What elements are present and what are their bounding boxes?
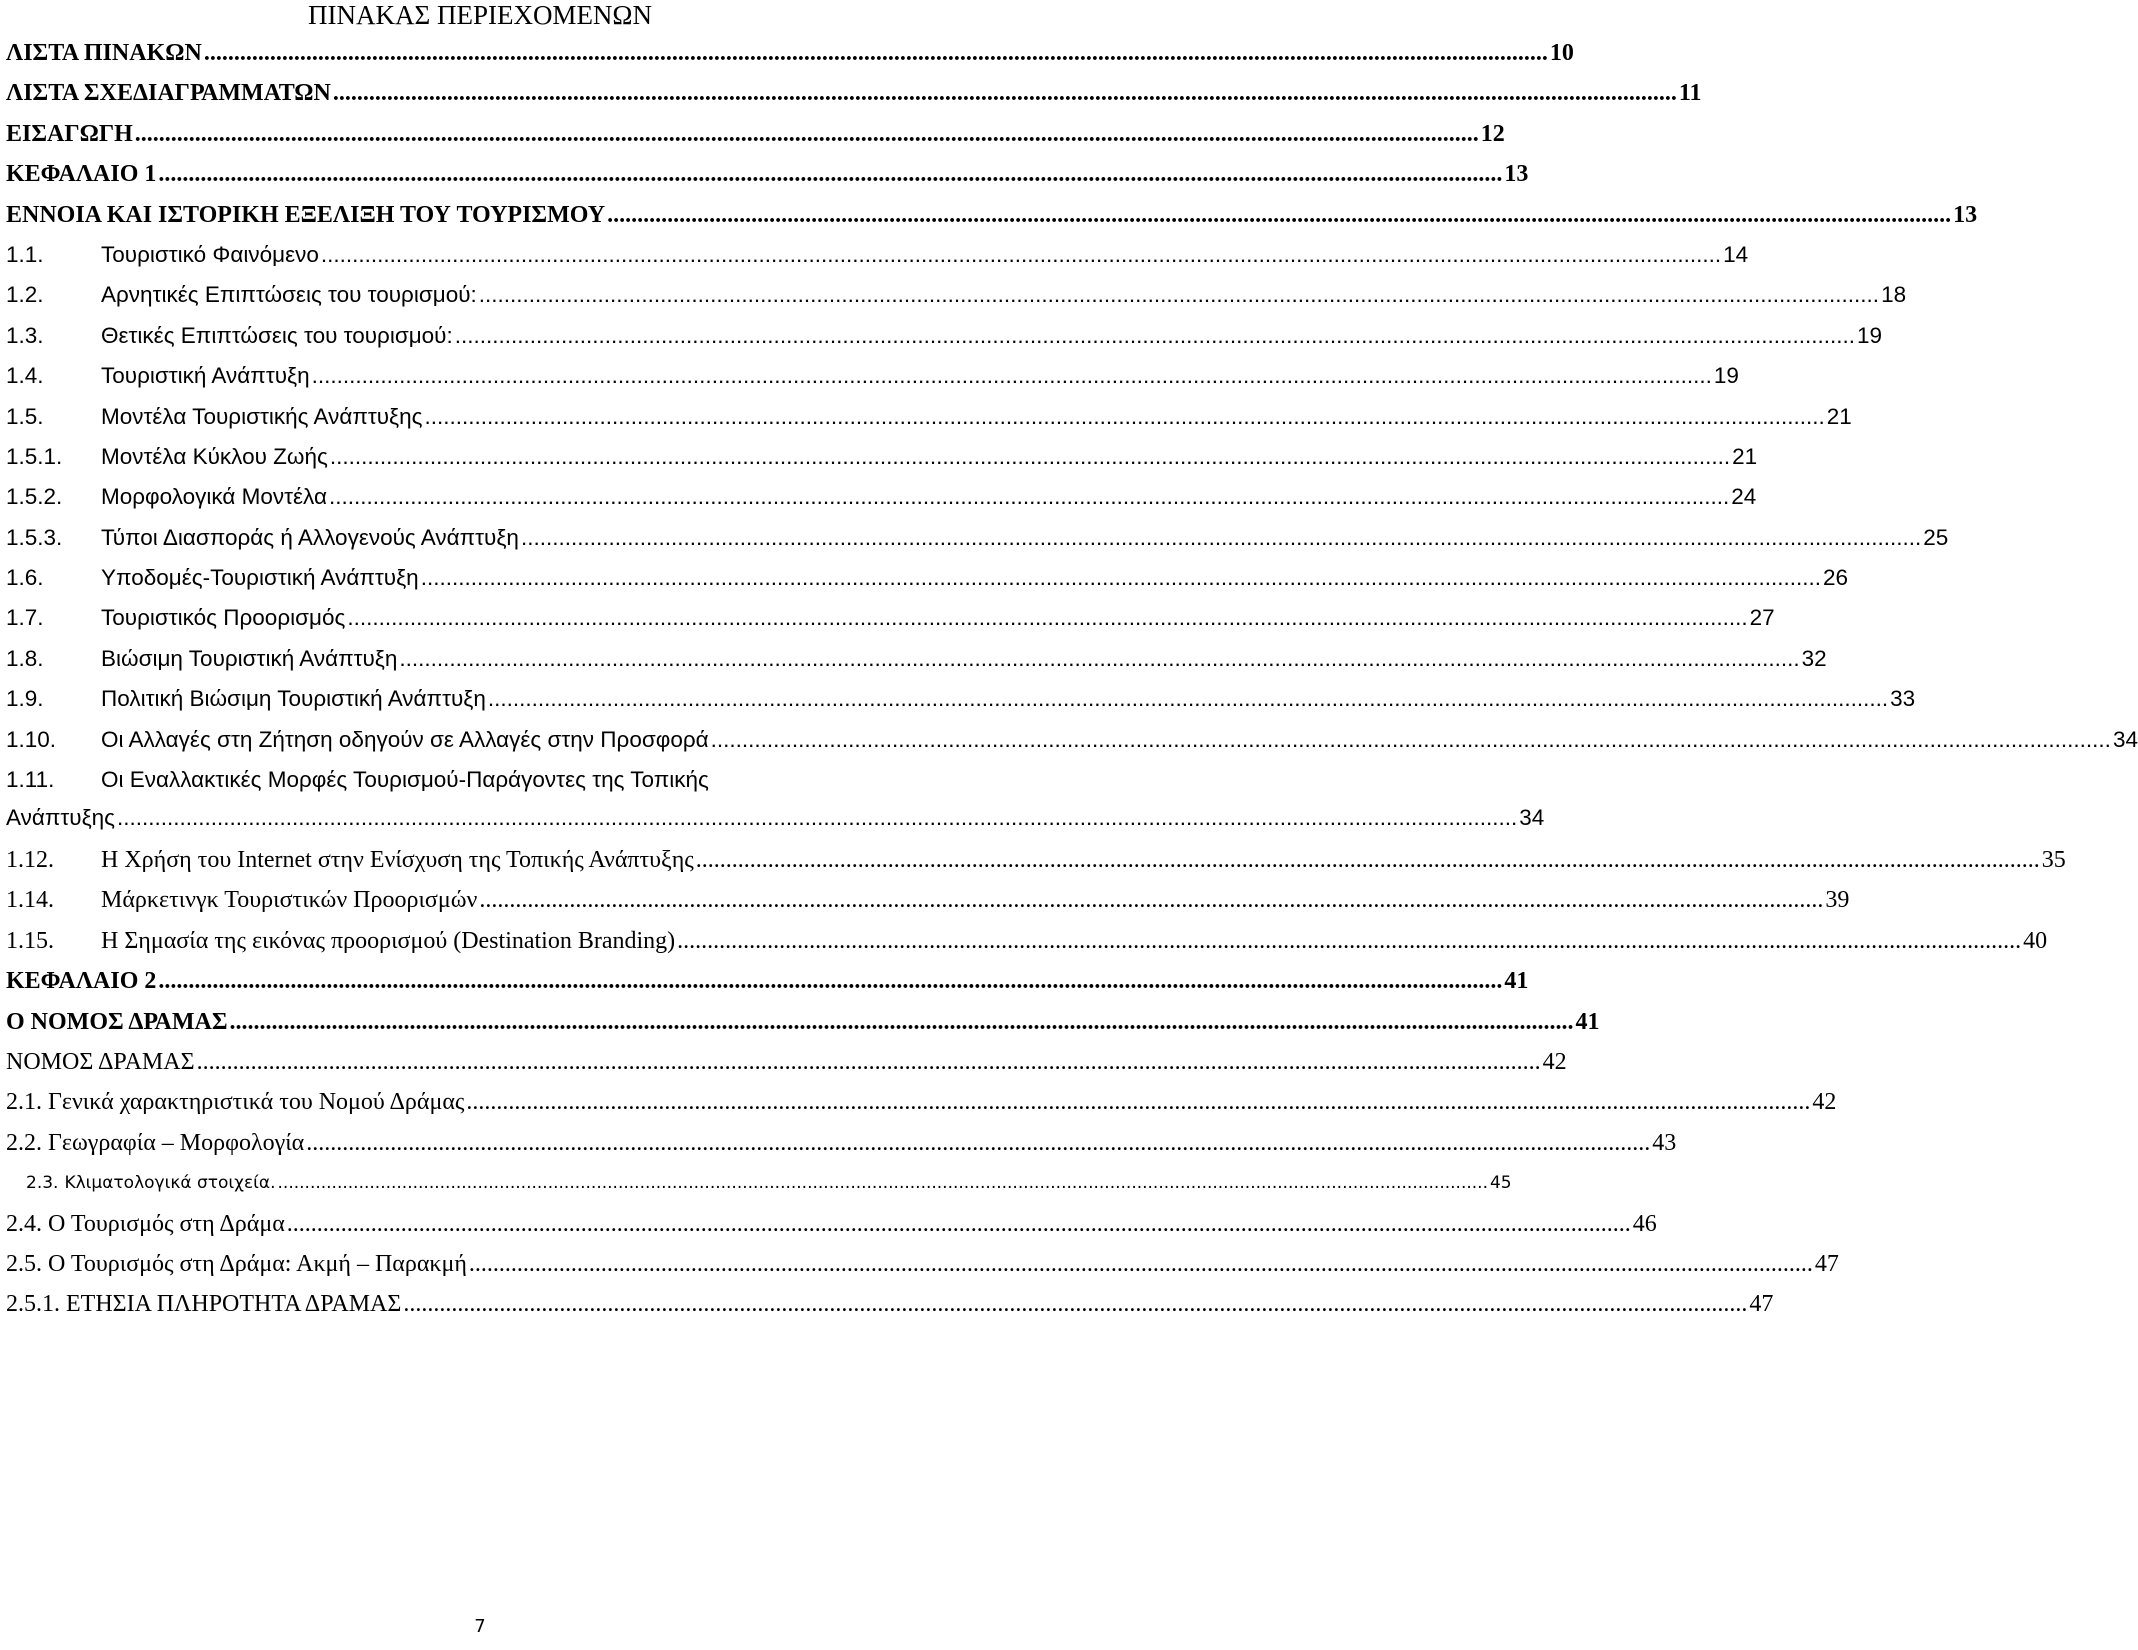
toc-entry-number: 1.6. bbox=[6, 565, 44, 591]
toc-entry-number: 1.11. bbox=[6, 767, 55, 793]
toc-entry-page: 41 bbox=[1504, 968, 1529, 995]
toc-entry[interactable] bbox=[6, 359, 1739, 399]
toc-entry[interactable] bbox=[6, 76, 1702, 116]
dot-leader bbox=[455, 323, 1855, 349]
toc-entry-page: 32 bbox=[1801, 645, 1827, 671]
dot-leader bbox=[312, 363, 1712, 389]
dot-leader bbox=[306, 1130, 1650, 1156]
toc-entry-title: ΕΙΣΑΓΩΓΗ bbox=[6, 120, 133, 147]
dot-leader bbox=[330, 444, 1730, 470]
toc-entry-page: 24 bbox=[1731, 484, 1757, 510]
toc-entry-title: ΝΟΜΟΣ ΔΡΑΜΑΣ bbox=[6, 1048, 195, 1075]
toc-entry-title: Η Σημασία της εικόνας προορισμού (Destination Branding) bbox=[101, 927, 676, 954]
toc-entry[interactable] bbox=[6, 1085, 1837, 1125]
toc-entry[interactable] bbox=[6, 1166, 1512, 1206]
toc-entry-number: 2.5.1. bbox=[6, 1291, 60, 1318]
toc-entry-number: 1.10. bbox=[6, 726, 57, 752]
toc-entry[interactable] bbox=[6, 1247, 1839, 1287]
toc-entry-title: Τουριστικό Φαινόμενο bbox=[101, 241, 319, 267]
dot-leader bbox=[158, 161, 1502, 187]
toc-entry-page: 19 bbox=[1713, 363, 1739, 389]
toc-entry[interactable] bbox=[6, 723, 2138, 763]
toc-entry-page: 41 bbox=[1575, 1008, 1600, 1035]
toc-entry[interactable] bbox=[6, 682, 1916, 722]
toc-entry[interactable] bbox=[6, 642, 1827, 682]
toc-entry[interactable] bbox=[6, 1005, 1600, 1045]
toc-entry-page: 35 bbox=[2041, 847, 2066, 874]
toc-entry-page: 33 bbox=[1890, 686, 1916, 712]
toc-entry-title: Πολιτική Βιώσιμη Τουριστική Ανάπτυξη bbox=[101, 686, 486, 712]
toc-entry[interactable] bbox=[6, 1045, 1567, 1085]
toc-entry-page: 10 bbox=[1549, 40, 1574, 66]
toc-entry[interactable] bbox=[6, 521, 1949, 561]
toc-entry[interactable] bbox=[6, 843, 2066, 883]
toc-entry-title: ΕΝΝΟΙΑ ΚΑΙ ΙΣΤΟΡΙΚΗ ΕΞΕΛΙΞΗ ΤΟΥ ΤΟΥΡΙΣΜΟΥ bbox=[6, 201, 606, 228]
toc-entry-page: 14 bbox=[1723, 241, 1749, 267]
toc-entry[interactable] bbox=[6, 883, 1850, 923]
toc-entry-page: 40 bbox=[2023, 927, 2048, 954]
toc-entry-page: 12 bbox=[1480, 120, 1505, 147]
toc-entry-page: 39 bbox=[1825, 887, 1850, 914]
toc-entry-title: Οι Αλλαγές στη Ζήτηση οδηγούν σε Αλλαγές στην Προσφορά bbox=[101, 726, 709, 752]
toc-entry-title: ΕΤΗΣΙΑ ΠΛΗΡΟΤΗΤΑ ΔΡΑΜΑΣ bbox=[66, 1291, 402, 1318]
toc-entry-title: Τύποι Διασποράς ή Αλλογενούς Ανάπτυξη bbox=[101, 524, 519, 550]
dot-leader bbox=[469, 1251, 1813, 1277]
toc-entry-title: Βιώσιμη Τουριστική Ανάπτυξη bbox=[101, 645, 398, 671]
toc-entry[interactable] bbox=[6, 1126, 1677, 1166]
toc-entry[interactable] bbox=[6, 36, 1574, 76]
toc-entry-number: 1.9. bbox=[6, 686, 44, 712]
toc-entry-title: Ο Τουρισμός στη Δράμα: Ακμή – Παρακμή bbox=[48, 1250, 467, 1277]
toc-entry-title: Γεωγραφία – Μορφολογία bbox=[48, 1129, 305, 1156]
toc-entry-page: 13 bbox=[1953, 201, 1978, 228]
toc-entry-number: 2.3. bbox=[26, 1173, 59, 1194]
dot-leader bbox=[466, 1089, 1810, 1115]
toc-entry-title: Ο ΝΟΜΟΣ ΔΡΑΜΑΣ bbox=[6, 1008, 228, 1035]
toc-entry[interactable] bbox=[6, 278, 1907, 318]
toc-entry-page: 26 bbox=[1822, 565, 1849, 591]
toc-entry-title: ΛΙΣΤΑ ΣΧΕΔΙΑΓΡΑΜΜΑΤΩΝ bbox=[6, 80, 331, 107]
toc-entry[interactable] bbox=[6, 480, 1757, 520]
toc-entry-number: 1.5.2. bbox=[6, 484, 63, 510]
toc-entry[interactable] bbox=[6, 198, 1978, 238]
dot-leader bbox=[711, 727, 2111, 753]
toc-entry[interactable] bbox=[6, 601, 1775, 641]
toc-entry-title: Υποδομές-Τουριστική Ανάπτυξη bbox=[101, 565, 419, 591]
toc-entry[interactable] bbox=[6, 561, 1849, 601]
toc-entry-page: 46 bbox=[1632, 1210, 1657, 1237]
dot-leader bbox=[521, 525, 1921, 551]
toc-entry-page: 42 bbox=[1542, 1048, 1567, 1075]
toc-entry-page: 47 bbox=[1749, 1291, 1774, 1318]
toc-entry-number: 1.5.1. bbox=[6, 443, 63, 469]
dot-leader bbox=[677, 928, 2021, 954]
toc-entry-title: Τουριστικός Προορισμός bbox=[101, 605, 346, 631]
dot-leader bbox=[479, 887, 1823, 913]
toc-entry-number: 2.1. bbox=[6, 1089, 42, 1116]
toc-entry-page: 27 bbox=[1749, 605, 1775, 631]
toc-entry-title: Μάρκετινγκ Τουριστικών Προορισμών bbox=[101, 887, 478, 914]
toc-entry-title: Η Χρήση του Internet στην Ενίσχυση της Τοπικής Ανάπτυξης bbox=[101, 847, 694, 874]
toc-entry-page: 13 bbox=[1504, 161, 1529, 188]
toc-entry-number: 1.5.3. bbox=[6, 524, 63, 550]
toc-entry[interactable] bbox=[6, 924, 2048, 964]
toc-entry-number: 1.2. bbox=[6, 282, 44, 308]
toc-entry[interactable] bbox=[6, 1287, 1774, 1327]
toc-entry-page: 25 bbox=[1923, 524, 1949, 550]
toc-entry-title: ΚΕΦΑΛΑΙΟ 1 bbox=[6, 161, 157, 188]
toc-entry-number: 1.1. bbox=[6, 241, 44, 267]
toc-entry-title: ΚΕΦΑΛΑΙΟ 2 bbox=[6, 968, 157, 995]
toc-entry-title: Γενικά χαρακτηριστικά του Νομού Δράμας bbox=[48, 1089, 465, 1116]
toc-entry-page: 19 bbox=[1857, 322, 1883, 348]
toc-entry-title: ΛΙΣΤΑ ΠΙΝΑΚΩΝ bbox=[6, 40, 202, 66]
toc-entry[interactable] bbox=[6, 1207, 1657, 1247]
dot-leader bbox=[421, 565, 1821, 591]
toc-entry[interactable] bbox=[6, 238, 1749, 278]
dot-leader bbox=[197, 1049, 1541, 1075]
toc-entry-page: 47 bbox=[1814, 1250, 1839, 1277]
dot-leader bbox=[479, 282, 1879, 308]
toc-entry-page: 42 bbox=[1812, 1089, 1837, 1116]
toc-entry-number: 1.5. bbox=[6, 403, 44, 429]
dot-leader bbox=[278, 1170, 1488, 1196]
dot-leader bbox=[230, 1009, 1574, 1035]
toc-entry-number: 1.7. bbox=[6, 605, 44, 631]
toc-entry-number: 2.5. bbox=[6, 1250, 42, 1277]
dot-leader bbox=[117, 805, 1517, 831]
toc-entry-number: 1.8. bbox=[6, 645, 44, 671]
toc-entry-title-continued: Ανάπτυξης bbox=[6, 805, 116, 831]
dot-leader bbox=[329, 484, 1729, 510]
toc-entry-page: 21 bbox=[1732, 443, 1758, 469]
toc-entry-page: 18 bbox=[1881, 282, 1907, 308]
dot-leader bbox=[488, 686, 1888, 712]
dot-leader bbox=[607, 202, 1951, 228]
toc-entry-number: 1.3. bbox=[6, 322, 44, 348]
toc-entry-title: Οι Εναλλακτικές Μορφές Τουρισμού-Παράγοντες της Τοπικής bbox=[101, 767, 709, 793]
toc-entry-title: Τουριστική Ανάπτυξη bbox=[101, 363, 310, 389]
toc-entry[interactable] bbox=[6, 319, 1883, 359]
dot-leader bbox=[287, 1211, 1631, 1237]
toc-entry-title: Θετικές Επιπτώσεις του τουρισμού: bbox=[101, 322, 453, 348]
toc-entry-number: 2.4. bbox=[6, 1210, 42, 1237]
toc-entry-page: 34 bbox=[2112, 726, 2138, 752]
toc-entry-title: Κλιματολογικά στοιχεία. bbox=[64, 1173, 276, 1194]
toc-entry-number: 1.4. bbox=[6, 363, 44, 389]
table-of-contents bbox=[6, 36, 2138, 1328]
dot-leader bbox=[321, 242, 1721, 268]
toc-entry-page: 45 bbox=[1489, 1173, 1512, 1194]
toc-entry-title: Μορφολογικά Μοντέλα bbox=[101, 484, 327, 510]
page-title: ΠΙΝΑΚΑΣ ΠΕΡΙΕΧΟΜΕΝΩΝ bbox=[308, 0, 652, 30]
toc-entry-title: Μοντέλα Κύκλου Ζωής bbox=[101, 443, 328, 469]
toc-entry-number: 1.14. bbox=[6, 887, 54, 914]
dot-leader bbox=[135, 121, 1479, 147]
dot-leader bbox=[158, 968, 1502, 994]
page-number: 7 bbox=[474, 1616, 486, 1637]
toc-entry-title: Ο Τουρισμός στη Δράμα bbox=[48, 1210, 285, 1237]
dot-leader bbox=[204, 40, 1548, 66]
toc-entry-number: 1.12. bbox=[6, 847, 54, 874]
toc-entry[interactable] bbox=[6, 157, 1529, 197]
toc-entry-page: 11 bbox=[1678, 80, 1702, 107]
dot-leader bbox=[696, 847, 2040, 873]
toc-entry-number: 2.2. bbox=[6, 1129, 42, 1156]
toc-entry[interactable] bbox=[6, 117, 1505, 157]
toc-entry[interactable] bbox=[6, 400, 1852, 440]
dot-leader bbox=[399, 646, 1799, 672]
toc-entry-page: 34 bbox=[1519, 805, 1545, 831]
dot-leader bbox=[424, 404, 1824, 430]
toc-entry-title: Αρνητικές Επιπτώσεις του τουρισμού: bbox=[101, 282, 477, 308]
dot-leader bbox=[403, 1291, 1747, 1317]
toc-entry-page: 43 bbox=[1652, 1129, 1677, 1156]
toc-entry-page: 21 bbox=[1826, 403, 1852, 429]
toc-entry[interactable] bbox=[6, 440, 1758, 480]
dot-leader bbox=[347, 605, 1747, 631]
toc-entry-number: 1.15. bbox=[6, 927, 54, 954]
toc-entry[interactable] bbox=[6, 763, 1545, 843]
toc-entry[interactable] bbox=[6, 964, 1529, 1004]
toc-entry-title: Μοντέλα Τουριστικής Ανάπτυξης bbox=[101, 403, 423, 429]
dot-leader bbox=[333, 80, 1677, 106]
